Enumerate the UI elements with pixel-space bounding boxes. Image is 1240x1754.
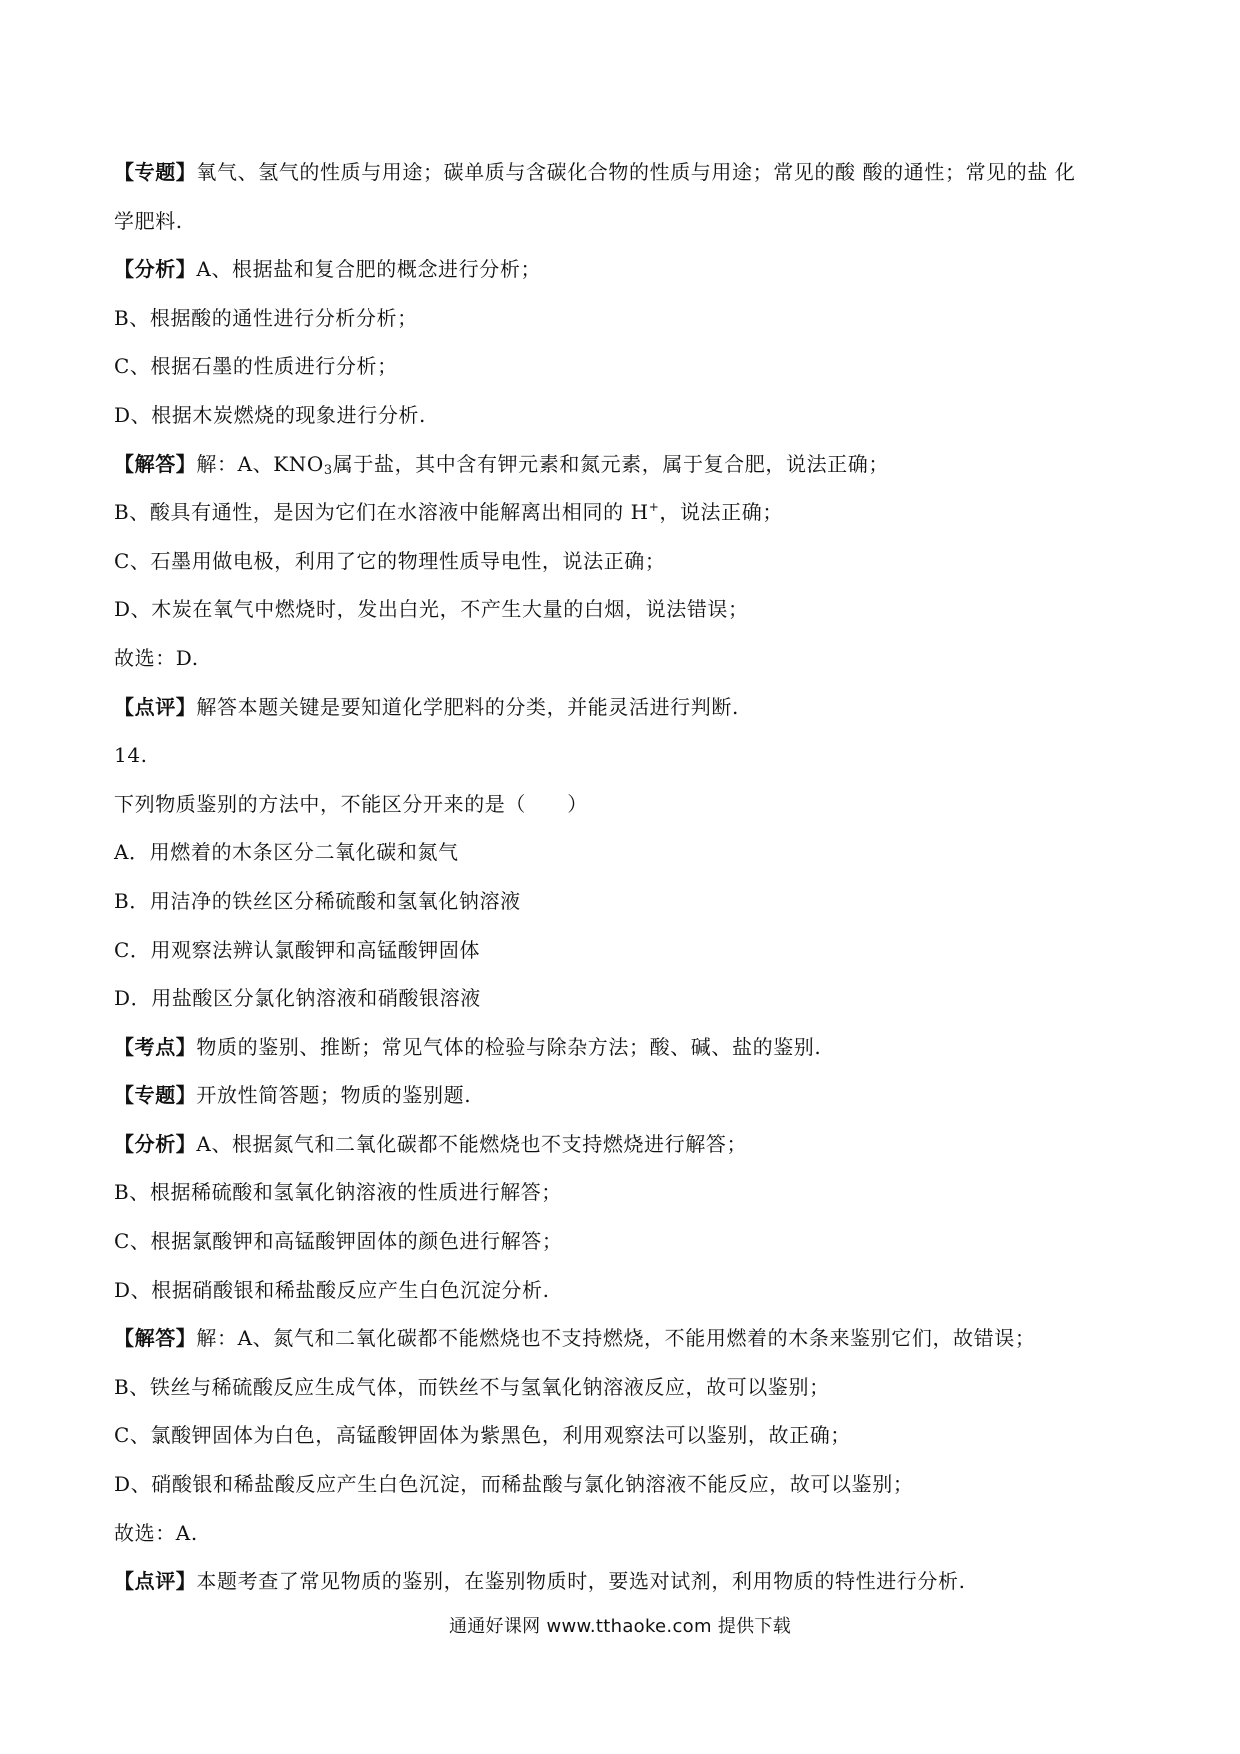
topic-tag: 【专题】	[114, 1083, 197, 1108]
document-body	[114, 148, 1134, 1606]
q14-comment-line	[114, 1557, 1134, 1606]
q14-analysis-line	[114, 1120, 1134, 1169]
q14-analysis-c: C、根据氯酸钾和高锰酸钾固体的颜色进行解答；	[114, 1229, 563, 1254]
q14-choice: 故选：A.	[114, 1520, 198, 1545]
page-footer: 通通好课网 www.tthaoke.com 提供下载	[448, 1616, 792, 1637]
q14-analysis-d: D、根据硝酸银和稀盐酸反应产生白色沉淀分析.	[114, 1277, 550, 1302]
analysis-a: A、根据氮气和二氧化碳都不能燃烧也不支持燃烧进行解答；	[196, 1131, 748, 1156]
q13-analysis-line	[114, 245, 1134, 294]
q14-solution-b: B、铁丝与稀硫酸反应生成气体，而铁丝不与氢氧化钠溶液反应，故可以鉴别；	[114, 1374, 830, 1399]
solution-b-superscript: +	[648, 500, 660, 515]
solution-a-pre: 解：A、KNO	[196, 451, 324, 476]
q14-option-a: A．用燃着的木条区分二氧化碳和氮气	[114, 840, 459, 865]
q14-analysis-b: B、根据稀硫酸和氢氧化钠溶液的性质进行解答；	[114, 1180, 562, 1205]
q14-option-c: C．用观察法辨认氯酸钾和高锰酸钾固体	[114, 937, 481, 962]
q13-solution-c: C、石墨用做电极，利用了它的物理性质导电性，说法正确；	[114, 548, 666, 573]
q14-solution-c: C、氯酸钾固体为白色，高锰酸钾固体为紫黑色，利用观察法可以鉴别，故正确；	[114, 1423, 851, 1448]
comment-text: 本题考查了常见物质的鉴别，在鉴别物质时，要选对试剂，利用物质的特性进行分析.	[196, 1569, 966, 1594]
q14-option-b: B．用洁净的铁丝区分稀硫酸和氢氧化钠溶液	[114, 888, 521, 913]
q13-analysis-d: D、根据木炭燃烧的现象进行分析.	[114, 402, 426, 427]
q14-knowledge-point-line	[114, 1023, 1134, 1072]
q13-comment-line	[114, 683, 1134, 732]
comment-text: 解答本题关键是要知道化学肥料的分类，并能灵活进行判断.	[196, 694, 739, 719]
q14-solution-d: D、硝酸银和稀盐酸反应产生白色沉淀，而稀盐酸与氯化钠溶液不能反应，故可以鉴别；	[114, 1472, 914, 1497]
q13-solution-b	[114, 488, 1134, 537]
topic-text-cont: 学肥料.	[114, 208, 183, 233]
comment-tag: 【点评】	[114, 1569, 197, 1594]
analysis-a: A、根据盐和复合肥的概念进行分析；	[196, 257, 542, 282]
q13-solution-d: D、木炭在氧气中燃烧时，发出白光，不产生大量的白烟，说法错误；	[114, 597, 749, 622]
q14-number: 14.	[114, 743, 148, 768]
solution-b-pre: B、酸具有通性，是因为它们在水溶液中能解离出相同的 H	[114, 500, 649, 525]
q13-analysis-c: C、根据石墨的性质进行分析；	[114, 354, 398, 379]
solution-a: 解：A、氮气和二氧化碳都不能燃烧也不支持燃烧，不能用燃着的木条来鉴别它们，故错误；	[196, 1326, 1036, 1351]
q13-analysis-b: B、根据酸的通性进行分析分析；	[114, 305, 418, 330]
q13-topic-line	[114, 148, 1134, 197]
topic-text: 氧气、氢气的性质与用途；碳单质与含碳化合物的性质与用途；常见的酸 酸的通性；常见的盐 化	[196, 160, 1076, 184]
solution-a-subscript: 3	[323, 462, 333, 478]
analysis-tag: 【分析】	[114, 257, 197, 282]
solution-tag: 【解答】	[114, 1326, 197, 1351]
solution-tag: 【解答】	[114, 451, 197, 476]
topic-text: 开放性简答题；物质的鉴别题.	[196, 1083, 472, 1108]
q14-stem: 下列物质鉴别的方法中，不能区分开来的是（ ）	[114, 791, 588, 816]
q13-topic-line-cont	[114, 197, 1134, 246]
analysis-tag: 【分析】	[114, 1131, 197, 1156]
q14-solution-line	[114, 1314, 1134, 1363]
q14-topic-line	[114, 1071, 1134, 1120]
q13-solution-line	[114, 440, 1134, 489]
q13-choice: 故选：D.	[114, 645, 199, 670]
comment-tag: 【点评】	[114, 694, 197, 719]
solution-b-post: ，说法正确；	[659, 500, 783, 525]
kp-tag: 【考点】	[114, 1034, 197, 1059]
topic-tag: 【专题】	[114, 160, 197, 184]
solution-a-post: 属于盐，其中含有钾元素和氮元素，属于复合肥，说法正确；	[332, 451, 889, 476]
q14-option-d: D．用盐酸区分氯化钠溶液和硝酸银溶液	[114, 986, 481, 1011]
kp-text: 物质的鉴别、推断；常见气体的检验与除杂方法；酸、碱、盐的鉴别.	[196, 1034, 822, 1059]
